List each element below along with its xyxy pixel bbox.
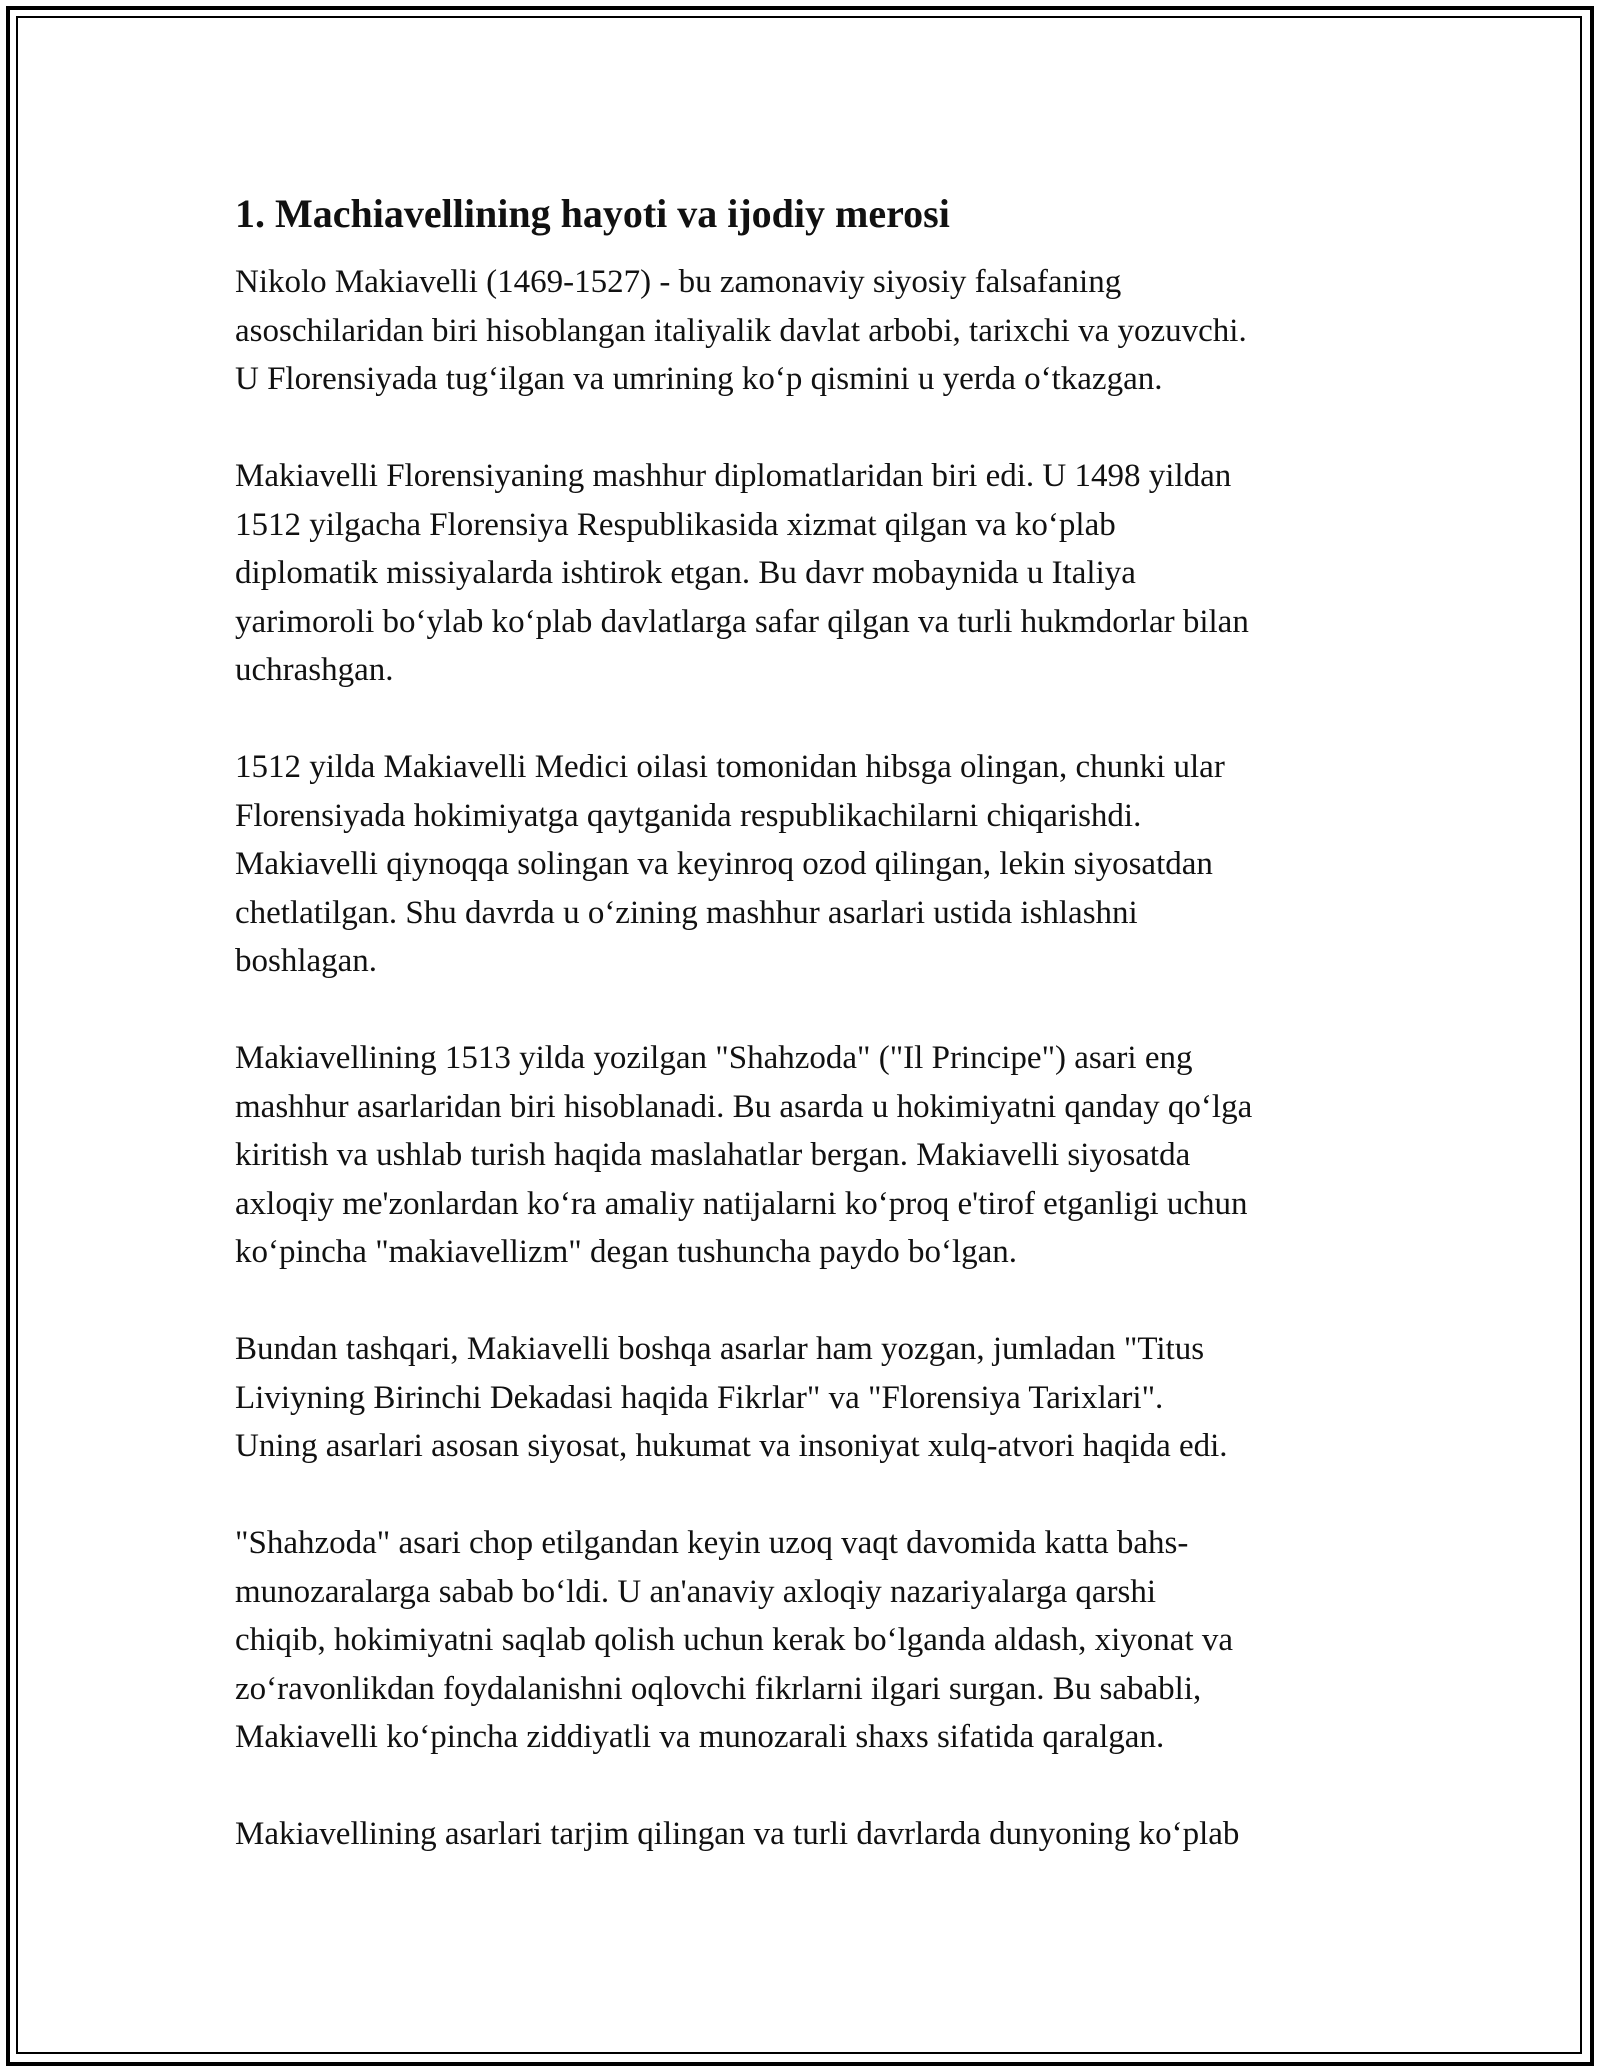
text-line: diplomatik missiyalarda ishtirok etgan. Bu davr mobaynida u Italiya <box>235 555 1136 591</box>
text-line: Makiavellining 1513 yilda yozilgan "Shahzoda" ("Il Principe") asari eng <box>235 1040 1193 1076</box>
text-line: asoschilaridan biri hisoblangan italiyalik davlat arbobi, tarixchi va yozuvchi. <box>235 312 1247 349</box>
text-line: ko‘pincha "makiavellizm" degan tushuncha paydo bo‘lgan. <box>235 1234 1018 1270</box>
text-line: Makiavelli Florensiyaning mashhur diplomatlaridan biri edi. U 1498 yildan <box>235 458 1232 494</box>
text-line: chetlatilgan. Shu davrda u o‘zining mashhur asarlari ustida ishlashni <box>235 894 1138 931</box>
text-line: yarimoroli bo‘ylab ko‘plab davlatlarga safar qilgan va turli hukmdorlar bilan <box>235 603 1249 640</box>
text-line: kiritish va ushlab turish haqida maslahatlar bergan. Makiavelli siyosatda <box>235 1137 1191 1173</box>
text-line: Liviyning Birinchi Dekadasi haqida Fikrlar" va "Florensiya Tarixlari". <box>235 1379 1164 1416</box>
text-line: Makiavelli ko‘pincha ziddiyatli va munozarali shaxs sifatida qaralgan. <box>235 1719 1165 1755</box>
paragraph-legacy <box>235 1810 1385 1859</box>
paragraph-controversy <box>235 1519 1385 1762</box>
text-line: Nikolo Makiavelli (1469-1527) - bu zamonaviy siyosiy falsafaning <box>235 264 1122 300</box>
text-line: "Shahzoda" asari chop etilgandan keyin uzoq vaqt davomida katta bahs- <box>235 1525 1189 1561</box>
text-line: axloqiy me'zonlardan ko‘ra amaliy natijalarni ko‘proq e'tirof etganligi uchun <box>235 1185 1248 1222</box>
paragraph-diplomacy <box>235 452 1385 695</box>
text-line: U Florensiyada tug‘ilgan va umrining ko‘p qismini u yerda o‘tkazgan. <box>235 361 1163 397</box>
section-heading: 1. Machiavellining hayoti va ijodiy merosi <box>235 191 950 236</box>
text-line: mashhur asarlaridan biri hisoblanadi. Bu asarda u hokimiyatni qanday qo‘lga <box>235 1088 1253 1125</box>
text-line: Makiavelli qiynoqqa solingan va keyinroq ozod qilingan, lekin siyosatdan <box>235 846 1213 882</box>
text-line: zo‘ravonlikdan foydalanishni oqlovchi fikrlarni ilgari surgan. Bu sababli, <box>235 1670 1202 1707</box>
text-line: Makiavellining asarlari tarjim qilingan va turli davrlarda dunyoning ko‘plab <box>235 1816 1240 1852</box>
paragraph-other-works <box>235 1325 1385 1471</box>
text-line: boshlagan. <box>235 943 378 979</box>
text-line: Bundan tashqari, Makiavelli boshqa asarlar ham yozgan, jumladan "Titus <box>235 1331 1205 1367</box>
text-line: 1512 yilgacha Florensiya Respublikasida xizmat qilgan va ko‘plab <box>235 506 1116 543</box>
paragraph-the-prince <box>235 1034 1385 1277</box>
text-line: munozaralarga sabab bo‘ldi. U an'anaviy axloqiy nazariyalarga qarshi <box>235 1573 1157 1610</box>
text-line: uchrashgan. <box>235 652 394 688</box>
text-line: 1512 yilda Makiavelli Medici oilasi tomonidan hibsga olingan, chunki ular <box>235 749 1225 785</box>
document-body <box>235 186 1385 1907</box>
paragraph-arrest <box>235 743 1385 986</box>
text-line: chiqib, hokimiyatni saqlab qolish uchun kerak bo‘lganda aldash, xiyonat va <box>235 1622 1234 1658</box>
text-line: Uning asarlari asosan siyosat, hukumat va insoniyat xulq-atvori haqida edi. <box>235 1428 1228 1464</box>
paragraph-biography <box>235 258 1385 404</box>
text-line: Florensiyada hokimiyatga qaytganida respublikachilarni chiqarishdi. <box>235 797 1142 834</box>
